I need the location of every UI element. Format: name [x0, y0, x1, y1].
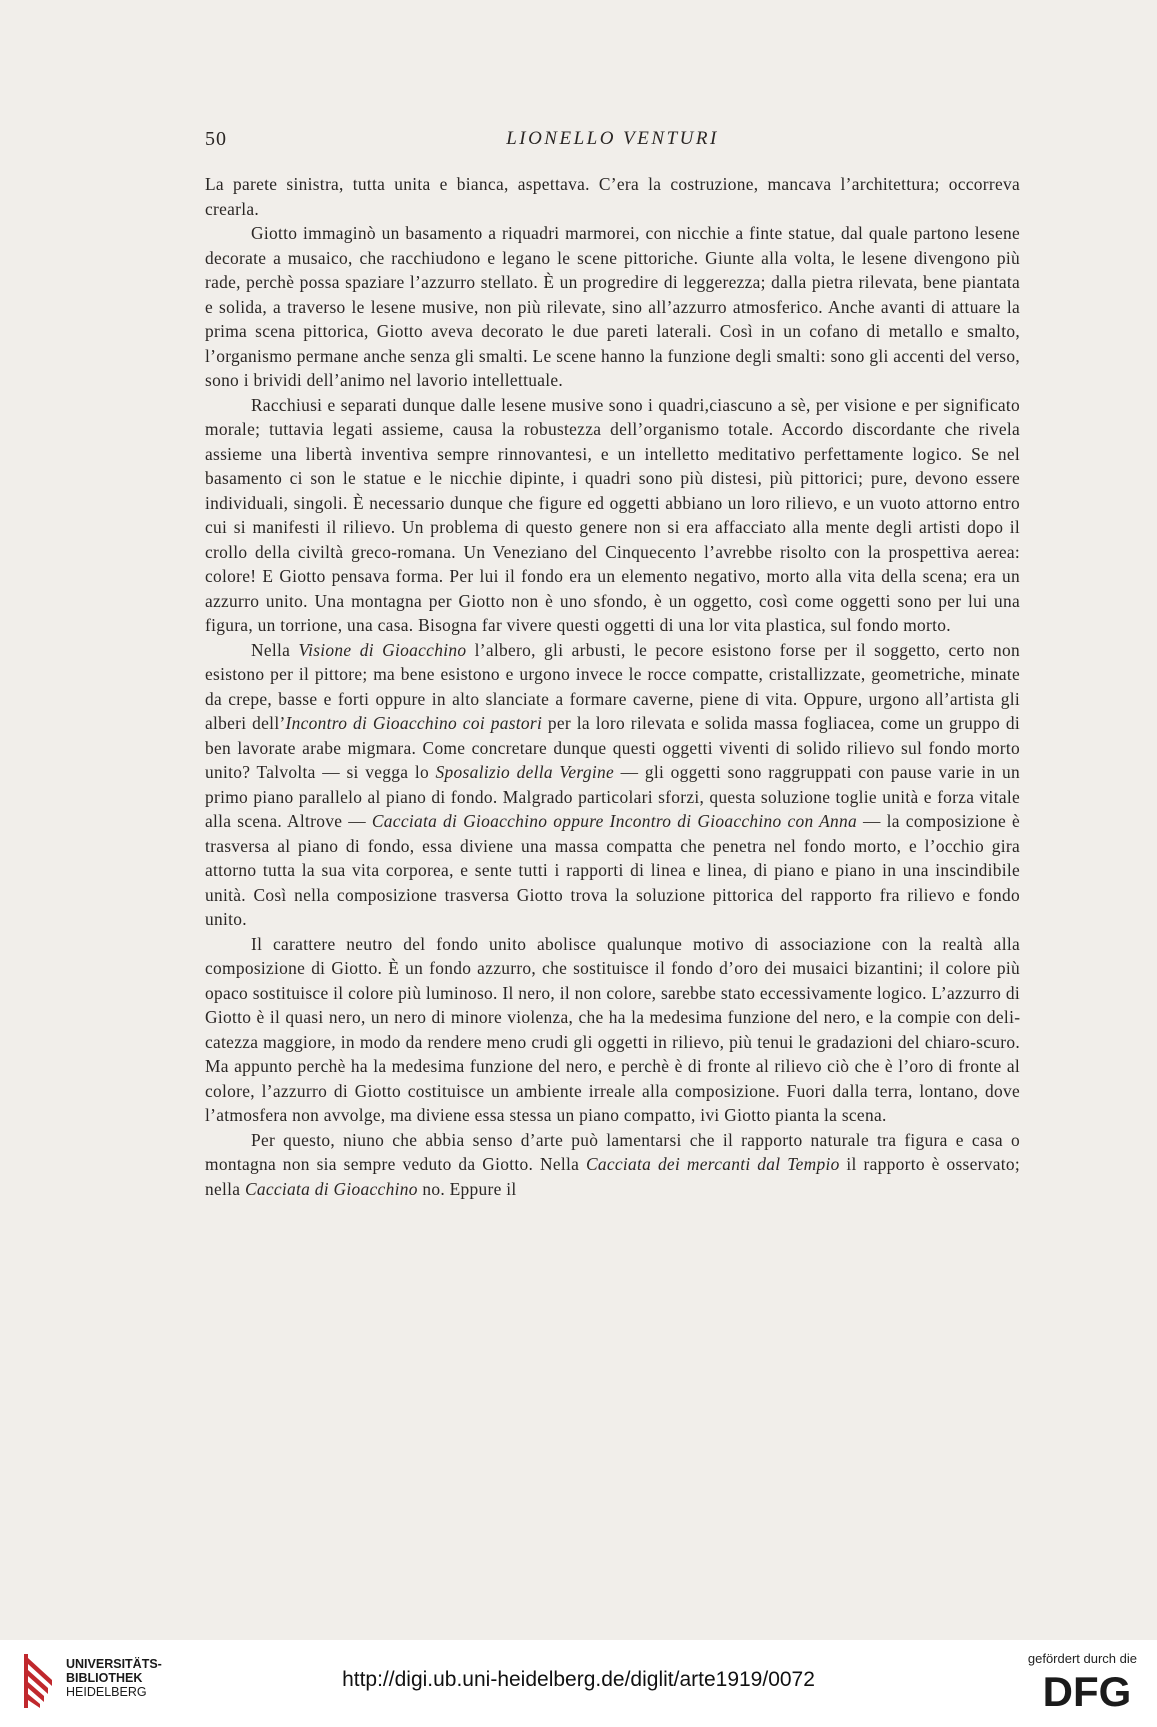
- paragraph-6: [205, 1128, 1020, 1202]
- paragraph-5: Il carattere neutro del fondo unito abolisce qualunque motivo di associazione con la realtà alla composizione di Giotto. È un fondo azzurro, che sostituisce il fondo d’oro dei musaici bizantini; il colore più opaco sostituisce il colore più luminoso. Il nero, il non colore, sarebbe stato eccessivamente logico. L’azzurro di Giotto è il quasi nero, un nero di minore violenza, che ha la medesima funzione del nero, e la compie con delicatezza maggiore, in modo da rendere meno crudi gli oggetti in rilievo, più tenui le gradazioni del chiaro-scuro. Ma appunto perchè ha la medesima funzione del nero, e perchè è di fronte al rilievo ciò che è l’oro di fronte al colore, l’azzurro di Giotto costituisce un ambiente irreale alla composizione. Fuori dalla terra, lontano, dove l’atmosfera non avvolge, ma diviene essa stessa un piano compatto, ivi Giotto pianta la scena.: [205, 933, 1020, 1125]
- text-run: — la composizione è trasversa al piano di fondo, essa diviene una massa compatta che penetra nel fondo morto, e l’occhio gira attorno tutta la sua vita corporea, e sente tutti i rapporti di linea e linea, di piano e piano in una inscindibile unità. Così nella composizione trasversa Giotto trova la soluzione pittorica del rapporto fra rilievo e fondo unito.: [205, 811, 1020, 929]
- paragraph-2: Giotto immaginò un basamento a riquadri marmorei, con nicchie a finte statue, dal quale partono lesene decorate a musaico, che racchiudono e legano le scene pittoriche. Giunte alla volta, le lesene divengono più rade, perchè possa spaziare l’azzurro stellato. È un progredire di leggerezza; dalla pietra rilevata, bene piantata e solida, a traverso le lesene musive, non più rilevate, sino all’azzurro atmosferico. Anche avanti di attuare la prima scena pittorica, Giotto aveva decorato le due pareti laterali. Così in un cofano di metallo e smalto, l’organismo permane anche senza gli smalti. Le scene hanno la funzione degli smalti: sono gli accenti del verso, sono i brividi dell’animo nel lavorio intellettuale.: [205, 223, 1020, 390]
- permalink-url[interactable]: http://digi.ub.uni-heidelberg.de/diglit/arte1919/0072: [342, 1668, 815, 1691]
- running-head: [205, 128, 1020, 158]
- text-run: Per questo, niuno che abbia senso d’arte può lamentarsi che il rapporto naturale tra figura e casa o montagna non sia sempre veduto da Giotto. Nella: [205, 1129, 1020, 1174]
- library-name-line: BIBLIOTHEK: [66, 1671, 143, 1685]
- library-name-line: UNIVERSITÄTS-: [66, 1657, 162, 1671]
- article-body: [205, 172, 1020, 1201]
- paragraph-4: [205, 638, 1020, 932]
- text-run: l’albero, gli arbusti, le pecore esistono forse per il soggetto, certo non esistono per il pittore; ma bene esistono e urgono invece le rocce compatte, cristallizzate, geometriche, minate da crepe, basse e forti oppure in alto slanciate a formare caverne, piene di vita. Oppure, urgono all’artista gli alberi dell’: [205, 639, 1021, 733]
- artwork-title: Cacciata di Gioacchino oppure Incontro di Gioacchino con Anna: [371, 811, 858, 831]
- artwork-title: Incontro di Gioacchino coi pastori: [285, 713, 543, 733]
- artwork-title: Cacciata di Gioacchino: [244, 1178, 418, 1199]
- text-run: no. Eppure il: [417, 1178, 517, 1199]
- text-run: — gli oggetti sono raggruppati con pause varie in un primo piano parallelo al piano di fondo. Malgrado particolari sforzi, questa soluzione toglie unità e forza vitale alla scena. Altrove —: [205, 762, 1020, 831]
- funded-by-label: gefördert durch die: [1027, 1651, 1137, 1666]
- paragraph-1: La parete sinistra, tutta unita e bianca, aspettava. C’era la costruzione, mancava l’architettura; occorreva crearla.: [205, 174, 1020, 219]
- text-run: Nella: [251, 639, 299, 660]
- dfg-logo-icon: [1037, 1670, 1137, 1710]
- artwork-title: Cacciata dei mercanti dal Tempio: [585, 1154, 840, 1174]
- paragraph-3: Racchiusi e separati dunque dalle lesene musive sono i quadri,ciascuno a sè, per visione e per significato morale; tuttavia legati assieme, causa la robustezza dell’organismo totale. Accordo discordante che rivela assieme una libertà inventiva sempre rinnovantesi, e un intelletto meditativo perfettamente logico. Se nel basamento ci son le statue e le nicchie dipinte, i quadri sono più distesi, più pittorici; pure, devono essere individuali, singoli. È necessario dunque che figure ed oggetti abbiano un loro rilievo, e un vuoto attorno entro cui si manifesti il rilievo. Un problema di questo genere non si era affacciato alla mente degli artisti dopo il crollo della civiltà greco-romana. Un Veneziano del Cinquecento l’avrebbe risolto con la prospettiva aerea: colore! E Giotto pensava forma. Per lui il fondo era un elemento negativo, morto alla vita della scena; era un azzurro unito. Una montagna per Giotto non è uno sfondo, è un oggetto, così come oggetti sono per lui una figura, un torrione, una casa. Bisogna far vivere questi oggetti di una lor vita plastica, sul fondo morto.: [205, 394, 1020, 635]
- digitization-footer: [0, 1640, 1157, 1727]
- text-run: per la loro rilevata e solida massa fogliacea, come un gruppo di ben lavorate arabe migmara. Come concretare dunque questi oggetti viventi di solido rilievo sul fondo morto unito? Talvolta — si vegga lo: [205, 713, 1020, 782]
- text-run: il rapporto è osservato; nella: [205, 1154, 1020, 1199]
- library-name-line: HEIDELBERG: [66, 1685, 147, 1699]
- funding-credit: [1028, 1651, 1137, 1710]
- dfg-logo-text: DFG: [1042, 1670, 1132, 1710]
- page-number: 50: [205, 128, 227, 150]
- artwork-title: Sposalizio della Vergine: [435, 762, 615, 782]
- running-title-author: LIONELLO VENTURI: [506, 128, 719, 149]
- artwork-title: Visione di Gioacchino: [298, 639, 467, 660]
